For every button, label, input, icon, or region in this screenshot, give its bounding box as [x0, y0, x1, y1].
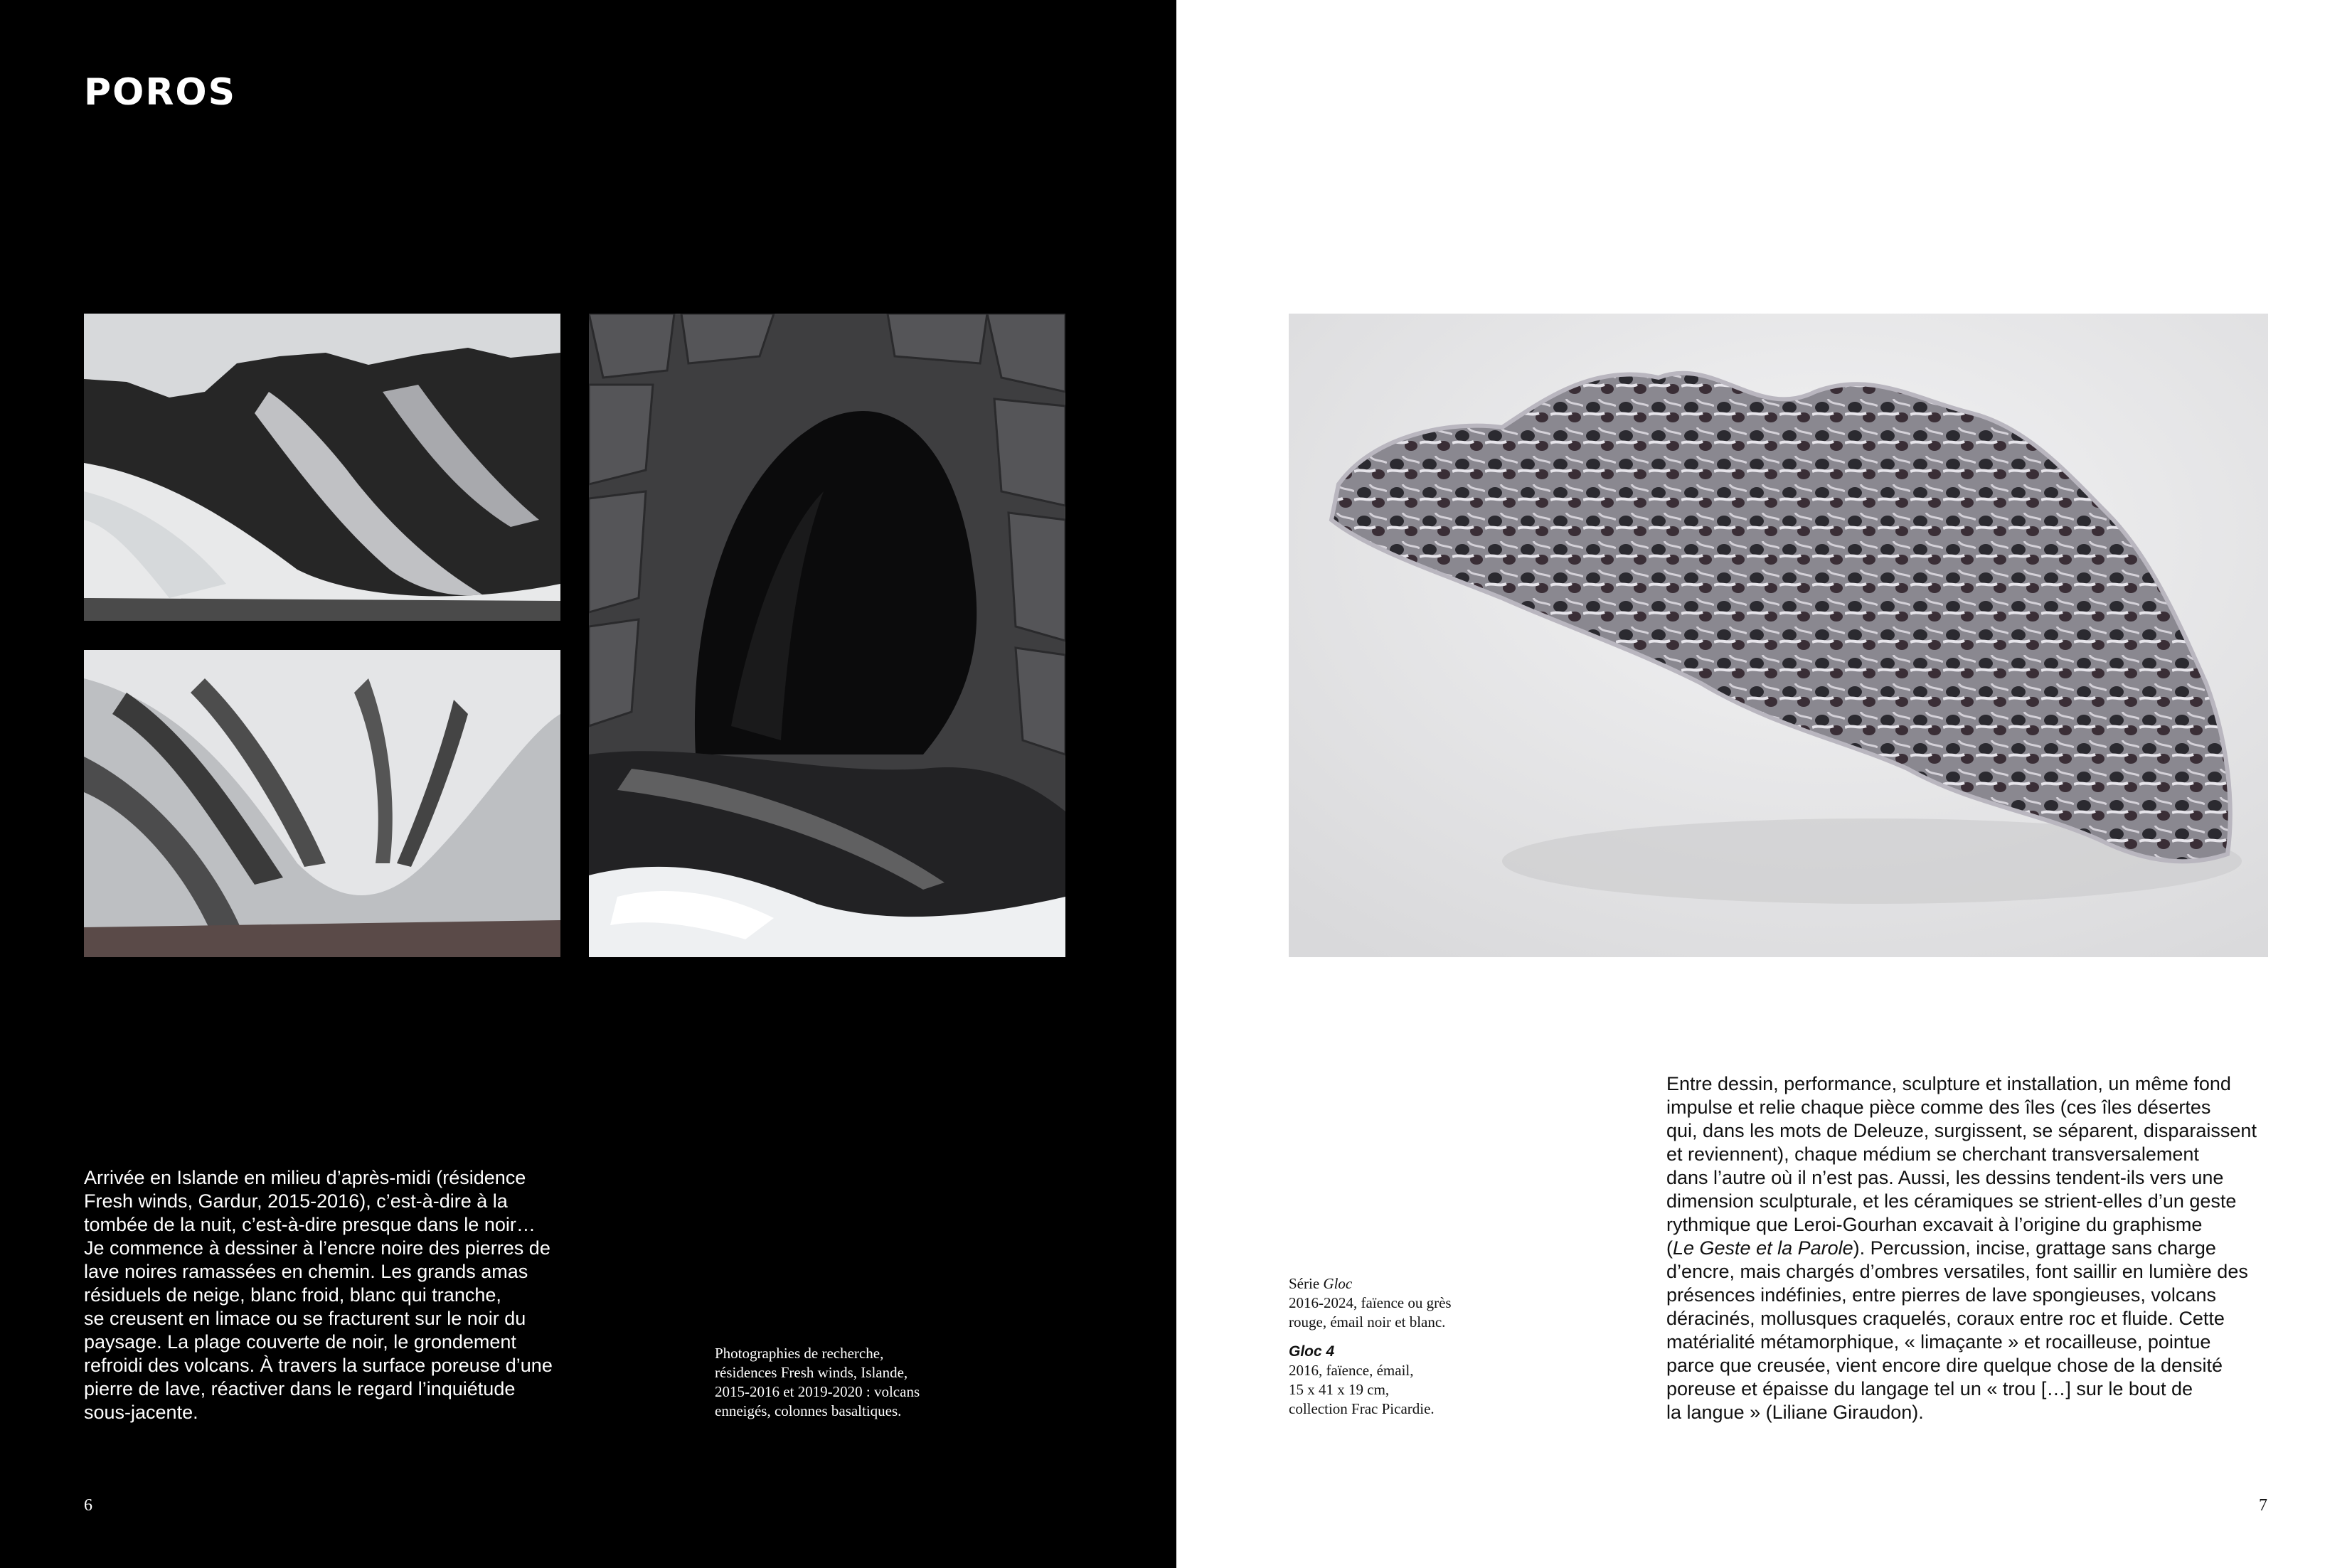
- page-number-right: 7: [2259, 1496, 2267, 1515]
- caption-line: rouge, émail noir et blanc.: [1289, 1313, 1446, 1330]
- page-title: POROS: [84, 71, 237, 114]
- text-line: présences indéfinies, entre pierres de lave spongieuses, volcans: [1666, 1284, 2216, 1306]
- artwork-caption: [1289, 1274, 1452, 1419]
- book-title: Le Geste et la Parole: [1673, 1237, 1853, 1259]
- caption-line: 2015-2016 et 2019-2020 : volcans: [715, 1383, 920, 1400]
- text-line: paysage. La plage couverte de noir, le grondement: [84, 1331, 516, 1353]
- text-line: poreuse et épaisse du langage tel un « trou […] sur le bout de: [1666, 1378, 2193, 1399]
- intro-paragraph: [84, 1166, 553, 1424]
- photo-snowy-hillside: [84, 314, 560, 621]
- text-line: déracinés, mollusques craquelés, coraux entre roc et fluide. Cette: [1666, 1308, 2225, 1329]
- line-rest: ). Percussion, incise, grattage sans charge: [1853, 1237, 2216, 1259]
- text-line: se creusent en limace ou se fracturent sur le noir du: [84, 1308, 526, 1329]
- caption-line: 2016, faïence, émail,: [1289, 1362, 1414, 1379]
- text-line: matérialité métamorphique, « limaçante » et rocailleuse, pointue: [1666, 1331, 2211, 1353]
- photo-caption: [715, 1344, 920, 1421]
- text-line: dimension sculpturale, et les céramiques se strient-elles d’un geste: [1666, 1190, 2237, 1212]
- text-line: d’encre, mais chargés d’ombres versatiles, font saillir en lumière des: [1666, 1261, 2248, 1282]
- series-line: [1289, 1274, 1452, 1294]
- text-line: et reviennent), chaque médium se cherchant transversalement: [1666, 1143, 2199, 1165]
- right-page: [1176, 0, 2352, 1568]
- text-line: pierre de lave, réactiver dans le regard l’inquiétude: [84, 1378, 516, 1399]
- text-line: parce que creusée, vient encore dire quelque chose de la densité: [1666, 1355, 2223, 1376]
- page-number-left: 6: [84, 1496, 92, 1515]
- photo-gloc-sculpture: [1289, 314, 2268, 957]
- work-title: Gloc 4: [1289, 1343, 1335, 1360]
- text-line: résiduels de neige, blanc froid, blanc qui tranche,: [84, 1284, 501, 1306]
- caption-line: collection Frac Picardie.: [1289, 1400, 1435, 1417]
- caption-line: Photographies de recherche,: [715, 1345, 884, 1362]
- text-line: sous-jacente.: [84, 1402, 198, 1423]
- caption-line: résidences Fresh winds, Islande,: [715, 1364, 908, 1381]
- series-name: Gloc: [1323, 1275, 1353, 1292]
- caption-line: enneigés, colonnes basaltiques.: [715, 1402, 902, 1419]
- series-prefix: Série: [1289, 1275, 1324, 1292]
- paren-open: (: [1666, 1237, 1673, 1259]
- caption-line: 2016-2024, faïence ou grès: [1289, 1294, 1452, 1311]
- essay-paragraph: [1666, 1072, 2257, 1424]
- text-line: [1666, 1237, 2257, 1260]
- text-line: rythmique que Leroi-Gourhan excavait à l’origine du graphisme: [1666, 1214, 2203, 1235]
- photo-basalt-cave: [589, 314, 1065, 957]
- text-line: Je commence à dessiner à l’encre noire des pierres de: [84, 1237, 550, 1259]
- caption-line: 15 x 41 x 19 cm,: [1289, 1381, 1390, 1398]
- text-line: tombée de la nuit, c’est-à-dire presque dans le noir…: [84, 1214, 536, 1235]
- photo-snowy-crater: [84, 650, 560, 957]
- text-line: impulse et relie chaque pièce comme des îles (ces îles désertes: [1666, 1097, 2211, 1118]
- text-line: lave noires ramassées en chemin. Les grands amas: [84, 1261, 528, 1282]
- text-line: Arrivée en Islande en milieu d’après-midi (résidence: [84, 1167, 526, 1188]
- text-line: la langue » (Liliane Giraudon).: [1666, 1402, 1924, 1423]
- text-line: dans l’autre où il n’est pas. Aussi, les dessins tendent-ils vers une: [1666, 1167, 2224, 1188]
- text-line: qui, dans les mots de Deleuze, surgissent, se séparent, disparaissent: [1666, 1120, 2257, 1141]
- text-line: Entre dessin, performance, sculpture et installation, un même fond: [1666, 1073, 2231, 1094]
- text-line: refroidi des volcans. À travers la surface poreuse d’une: [84, 1355, 553, 1376]
- text-line: Fresh winds, Gardur, 2015-2016), c’est-à-dire à la: [84, 1190, 508, 1212]
